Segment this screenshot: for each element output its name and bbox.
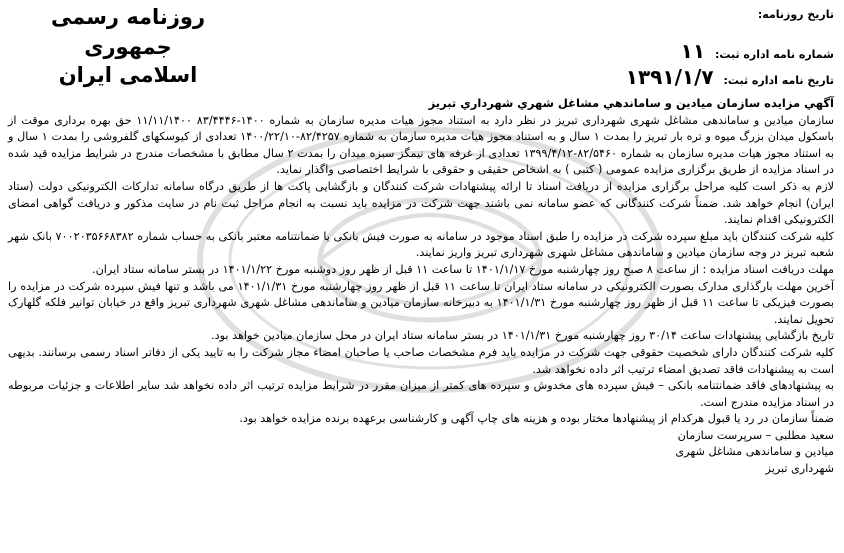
office-number-row	[504, 38, 834, 64]
signature-line: سعید مطلبی – سرپرست سازمان	[677, 428, 834, 442]
notice-paragraph: کلیه شرکت کنندگان دارای شخصیت حقوقی جهت شرکت در مزایده باید فرم مشخصات صاحب یا صاحبان امضاء مجاز شرکت را به تایید یکی از دفاتر اسناد رسمی برسانند. بدیهی است به پیشنهادات فاقد تصدیق امضاء ترتیب اثر داده نخواهد شد.	[8, 345, 834, 376]
auction-notice	[8, 95, 834, 478]
notice-paragraph: به پیشنهادهای فاقد ضمانتنامه بانکی – فیش سپرده های مخدوش و سپرده های کمتر از میزان مقرر در شرایط مزایده ترتیب اثر داده نخواهد شد سایر اطلاعات و جزئیات مربوطه در اسناد مزایده مندرج است.	[8, 379, 834, 409]
notice-paragraph: لازم به ذکر است کلیه مراحل برگزاری مزایده از دریافت اسناد تا ارائه پیشنهادات شرکت کنندگان و بازگشایی پاکت ها از طریق درگاه سامانه تدارکات الکترونیکی دولت (ستاد ایران) انجام خواهد شد. ضمناً شرکت کنندگانی که عضو سامانه نمی باشند جهت شرکت در مزایده باید نسبت به انجام مراحل ثبت نام در سایت مذکور و دریافت گواهی امضای الکترونیکی اقدام نمایند.	[8, 179, 834, 227]
office-date-row	[504, 64, 834, 90]
notice-paragraph: سازمان میادین و ساماندهی مشاغل شهری شهرداری تبریز در نظر دارد به استناد مجوز هیات مدیره سازمان به شماره ۱۴۰۰-۸۳/۴۴۴۶ ۱۱/۱۱/۱۴۰۰ حق بهره برداری موقت از باسکول میدان بزرگ میوه و تره بار تبریز را بمدت ۱ سال و به استناد مجوز هیات مدیره سازمان به شماره ۸۲/۴۲۵۷-۱۴۰۰/۲۲/۱۰ تعدادی از کیوسکهای گلفروشی را بمدت ۱ سال و به استناد مجوز هیات مدیره سازمان به شماره ۸۲/۵۴۶۰-۱۳۹۹/۴/۱۲ تعدادی از غرفه های نیمگز سبزه میدان را بمدت ۲ سال مطابق با مشخصات مندرج در شرایط مزایده قید شده در اسناد مزایده از طریق برگزاری مزایده عمومی ( کتبی ) به اشخاص حقیقی و حقوقی با شرایط اختصاصی واگذار نماید.	[8, 113, 834, 177]
newspaper-date-label: تاریخ روزنامه:	[757, 8, 834, 21]
notice-paragraph: تاریخ بازگشایی پیشنهادات ساعت ۳۰/۱۴ روز چهارشنبه مورخ ۱۴۰۱/۱/۳۱ در بستر سامانه ستاد ایران در محل سازمان میادین خواهد بود.	[211, 329, 834, 343]
notice-title: آگهي مزايده سازمان ميادين و ساماندهي مشاغل شهري شهرداري تبريز	[428, 96, 834, 110]
masthead-line-2: اسلامی ایران	[58, 63, 198, 87]
office-number-value: ۱۱	[680, 39, 706, 63]
notice-paragraph: ضمناً سازمان در رد یا قبول هرکدام از پیشنهادها مختار بوده و هزینه های چاپ آگهی و کارشناسی برعهده برنده مزایده خواهد بود.	[239, 412, 834, 426]
office-date-label: تاریخ نامه اداره ثبت:	[723, 74, 834, 87]
notice-paragraph: آخرین مهلت بارگذاری مدارک بصورت الکترونیکی در سامانه ستاد ایران تا ساعت ۱۱ قبل از ظهر روز چهارشنبه مورخ ۱۴۰۱/۱/۳۱ می باشد و تنها فیش سپرده شرکت در مزایده را بصورت فیزیکی تا ساعت ۱۱ قبل از ظهر روز چهارشنبه مورخ ۱۴۰۱/۱/۳۱ به دبیرخانه سازمان میادین و ساماندهی مشاغل شهری شهرداری تبریز واقع در خیابان توانیر فلکه گلهارک تحویل نمایند.	[8, 279, 835, 326]
newspaper-masthead	[8, 2, 248, 88]
registration-header	[504, 6, 834, 90]
signature-line: میادین و ساماندهی مشاغل شهری	[675, 445, 834, 459]
office-number-label: شماره نامه اداره ثبت:	[714, 48, 834, 61]
newspaper-date-row	[504, 6, 834, 24]
signature-line: شهرداری تبریز	[765, 462, 834, 476]
notice-paragraph: مهلت دریافت اسناد مزایده : از ساعت ۸ صبح روز چهارشنبه مورخ ۱۴۰۱/۱/۱۷ تا ساعت ۱۱ قبل از ظهر روز دوشنبه مورخ ۱۴۰۱/۱/۲۲ در بستر سامانه ستاد ایران.	[92, 262, 834, 276]
office-date-value: ۱۳۹۱/۱/۷	[625, 65, 714, 89]
notice-paragraph: کلیه شرکت کنندگان باید مبلغ سپرده شرکت در مزایده را طبق اسناد موجود در سامانه به صورت فیش بانکی یا ضمانتنامه معتبر بانکی به حساب شماره ۷۰۰۲۰۳۵۶۶۸۳۸۲ بانک شهر شعبه تبریز در وجه سازمان میادین و ساماندهی مشاغل شهری شهرداری تبریز واریز نمایند.	[8, 229, 834, 260]
masthead-line-1: روزنامه رسمی جمهوری	[50, 5, 206, 59]
